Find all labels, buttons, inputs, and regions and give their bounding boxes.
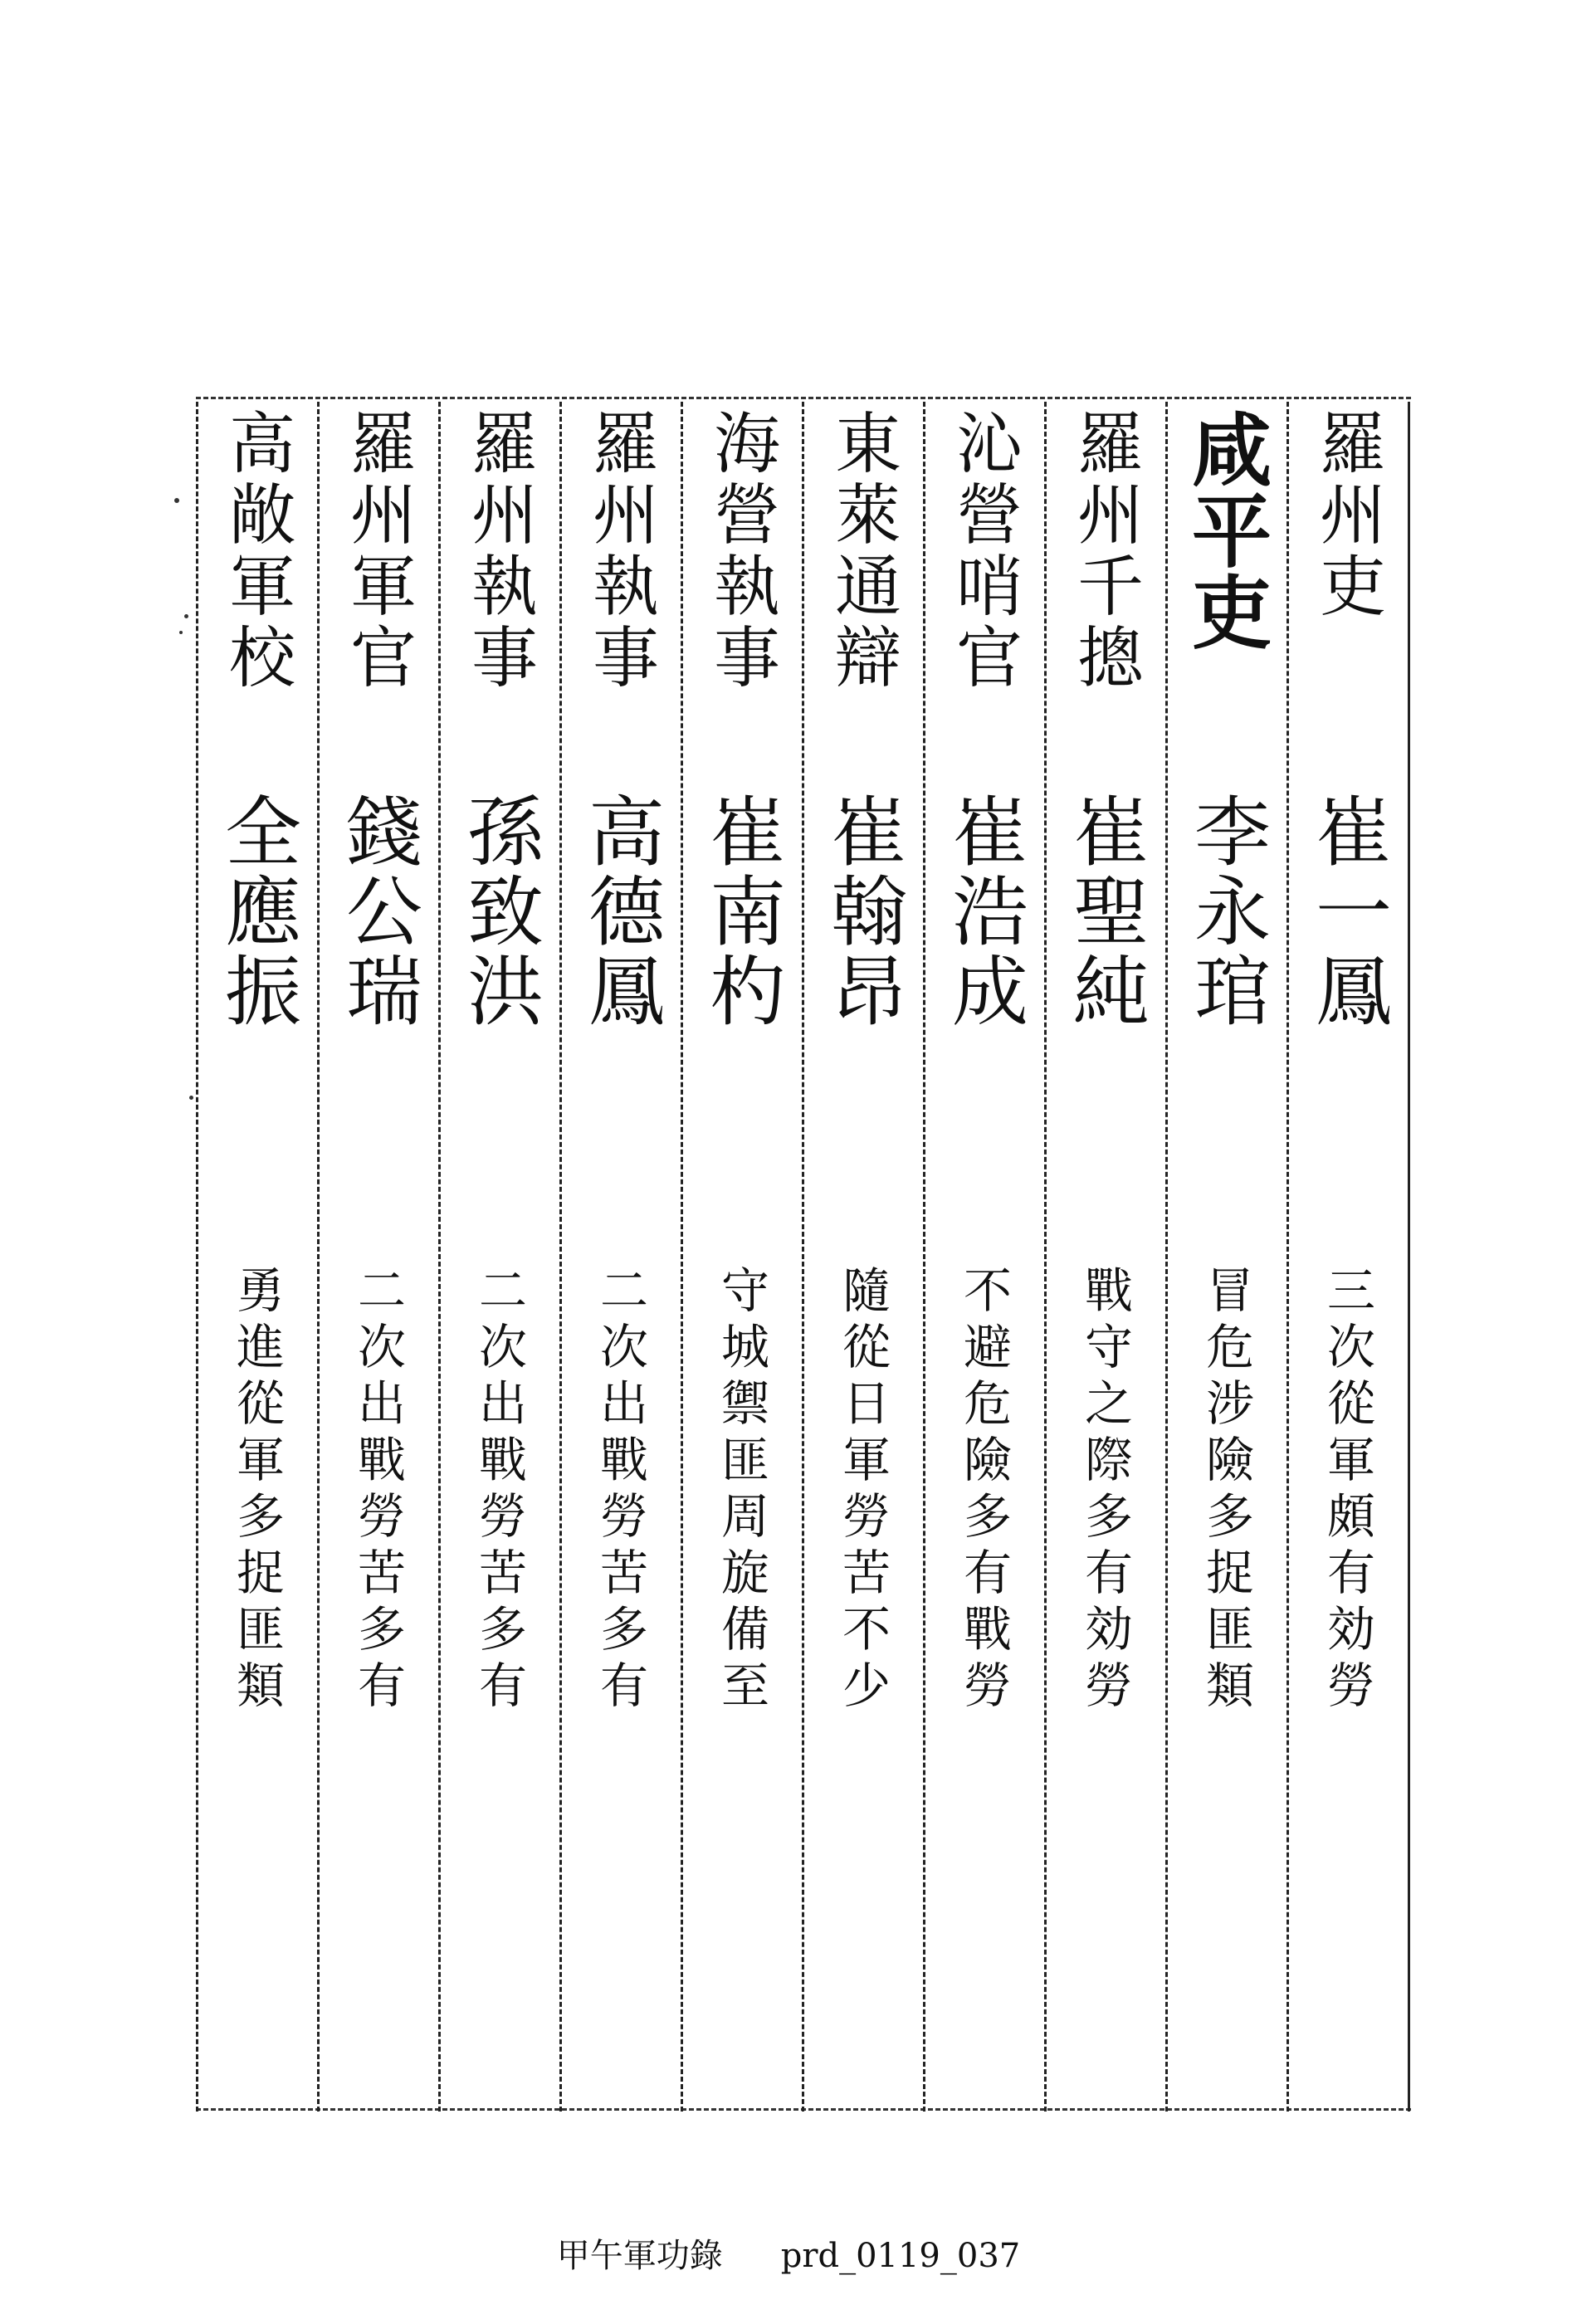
entry-name: 崔浩成 (940, 792, 1028, 1031)
entry-note: 戰守之際多有効勞 (1077, 1265, 1133, 1716)
entry-column (1044, 402, 1165, 2112)
column-rule (1408, 402, 1410, 2112)
entry-column (438, 402, 559, 2112)
scan-speck (184, 614, 188, 618)
entry-note: 不避危險多有戰勞 (955, 1265, 1012, 1716)
entry-note: 二次出戰勞苦多有 (592, 1265, 648, 1716)
entry-column (1286, 402, 1408, 2112)
entry-title: 海營執事 (702, 408, 780, 694)
entry-note: 三次從軍頗有効勞 (1319, 1265, 1375, 1716)
entry-title: 東萊通辯 (823, 408, 901, 694)
entry-column (802, 402, 923, 2112)
entry-name: 錢公瑞 (334, 792, 422, 1031)
entry-note: 冒危涉險多捉匪類 (1198, 1265, 1254, 1716)
entry-name: 高德鳳 (576, 792, 665, 1031)
entry-name: 崔翰昂 (818, 792, 907, 1031)
entry-title: 羅州執事 (460, 408, 538, 694)
entry-column (559, 402, 681, 2112)
entry-title: 沁營哨官 (945, 408, 1023, 694)
entry-name: 崔南杓 (697, 792, 786, 1031)
entry-title: 羅州軍官 (339, 408, 417, 694)
entry-column (196, 402, 317, 2112)
entry-column (1165, 402, 1286, 2112)
entry-note: 二次出戰勞苦多有 (471, 1265, 527, 1716)
entry-name: 崔一鳳 (1303, 792, 1392, 1031)
entry-name: 崔聖純 (1061, 792, 1150, 1031)
entry-name: 李永琯 (1182, 792, 1271, 1031)
entry-title: 咸平吏 (1179, 408, 1273, 652)
entry-note: 二次出戰勞苦多有 (349, 1265, 406, 1716)
entry-note: 守城禦匪周旋備至 (713, 1265, 769, 1716)
manuscript-frame (196, 402, 1411, 2112)
scan-speck (189, 1096, 193, 1100)
entry-title: 羅州執事 (581, 408, 659, 694)
entry-column (681, 402, 802, 2112)
image-id: prd_0119_037 (780, 2237, 1021, 2275)
scan-speck (179, 631, 183, 634)
entry-title: 羅州吏 (1308, 408, 1386, 622)
frame-top-rule (196, 397, 1411, 399)
entry-name: 全應振 (212, 792, 301, 1031)
entry-column (317, 402, 438, 2112)
entry-title: 羅州千摠 (1066, 408, 1144, 694)
entry-note: 勇進從軍多捉匪類 (228, 1265, 285, 1716)
scan-speck (174, 498, 179, 503)
entry-note: 隨從日軍勞苦不少 (834, 1265, 891, 1716)
entry-column (923, 402, 1044, 2112)
page-footer (0, 2229, 1577, 2277)
book-title: 甲午軍功錄 (556, 2237, 723, 2275)
entry-name: 孫致洪 (455, 792, 544, 1031)
entry-title: 高敞軍校 (217, 408, 295, 694)
